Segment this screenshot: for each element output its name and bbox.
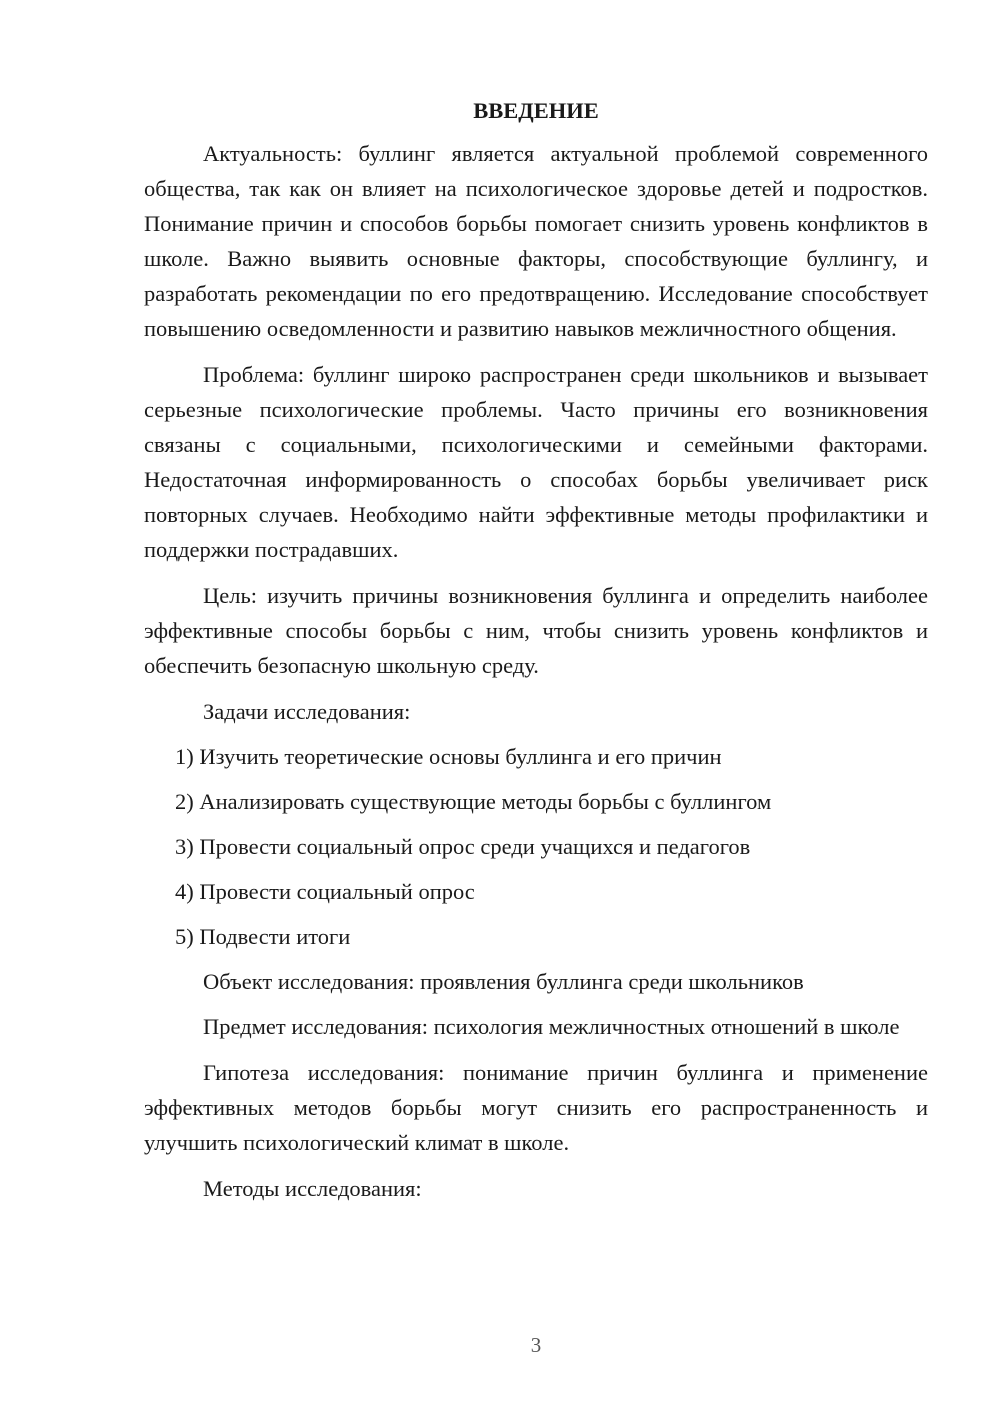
tasks-list [144,739,928,954]
task-item-1: 1) Изучить теоретические основы буллинга и его причин [175,744,722,769]
page-content [144,96,928,1216]
goal-paragraph: Цель: изучить причины возникновения буллинга и определить наиболее эффективные способы борьбы с ним, чтобы снизить уровень конфликтов и обеспечить безопасную школьную среду. [144,583,928,678]
task-item-3: 3) Провести социальный опрос среди учащихся и педагогов [175,834,751,859]
methods-heading: Методы исследования: [203,1176,422,1201]
relevance-paragraph: Актуальность: буллинг является актуальной проблемой современного общества, так как он влияет на психологическое здоровье детей и подростков. Понимание причин и способов борьбы помогает снизить уровень конфликтов в школе. Важно выявить основные факторы, способствующие буллингу, и разработать рекомендации по его предотвращению. Исследование способствует повышению осведомленности и развитию навыков межличностного общения. [144,141,928,341]
page-number: 3 [530,1333,542,1357]
subject-paragraph: Предмет исследования: психология межличностных отношений в школе [203,1014,900,1039]
section-title: ВВЕДЕНИЕ [473,98,599,123]
object-paragraph: Объект исследования: проявления буллинга среди школьников [203,969,804,994]
problem-paragraph: Проблема: буллинг широко распространен среди школьников и вызывает серьезные психологические проблемы. Часто причины его возникновения связаны с социальными, психологическими и семейными факторами. Недостаточная информированность о способах борьбы увеличивает риск повторных случаев. Необходимо найти эффективные методы профилактики и поддержки пострадавших. [144,362,928,562]
hypothesis-paragraph: Гипотеза исследования: понимание причин буллинга и применение эффективных методов борьбы могут снизить его распространенность и улучшить психологический климат в школе. [144,1060,928,1155]
tasks-heading: Задачи исследования: [203,699,411,724]
task-item-2: 2) Анализировать существующие методы борьбы с буллингом [175,789,772,814]
task-item-4: 4) Провести социальный опрос [175,879,475,904]
task-item-5: 5) Подвести итоги [175,924,351,949]
